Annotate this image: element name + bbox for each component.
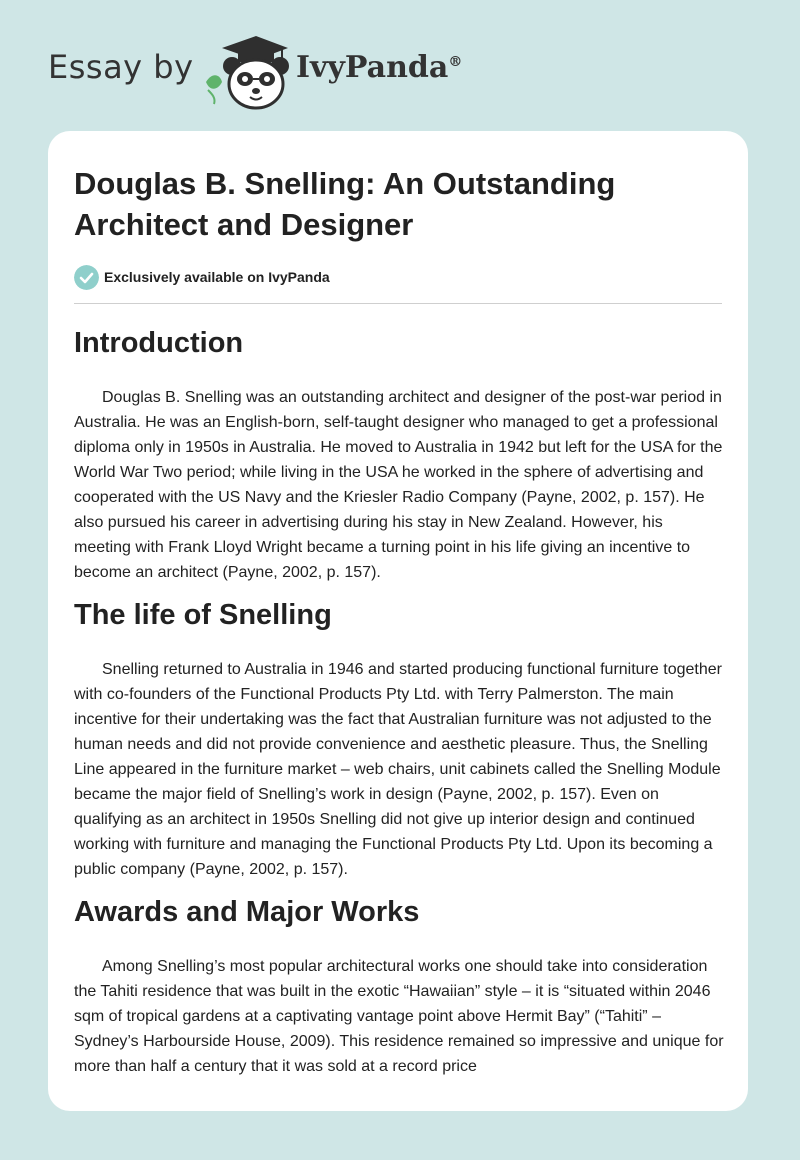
divider [74,303,722,304]
registered-mark: ® [448,54,463,70]
site-header [48,34,508,114]
check-circle-icon [74,265,99,290]
panda-graduate-icon [204,34,290,110]
brand-name[interactable] [296,50,462,85]
essay-by-label: Essay by [48,48,194,86]
brand-text: IvyPanda [296,50,449,85]
essay-content [74,321,724,1079]
section-paragraph-life: Snelling returned to Australia in 1946 and started producing functional furniture together with co-founders of the Functional Products Pty Ltd. with Terry Palmerston. The main incentive for their undertaking was the fact that Australian furniture was not adjusted to the human needs and did not provide convenience and aesthetic pleasure. Thus, the Snelling Line appeared in the furniture market – web chairs, unit cabinets called the Snelling Module became the major field of Snelling’s work in design (Payne, 2002, p. 157). Even on qualifying as an architect in 1950s Snelling did not give up interior design and continued working with furniture and managing the Functional Products Pty Ltd. Upon its becoming a public company (Payne, 2002, p. 157). [74,661,722,878]
section-paragraph-awards: Among Snelling’s most popular architectural works one should take into consideration the Tahiti residence that was built in the exotic “Hawaiian” style – it is “situated within 2046 sqm of tropical gardens at a captivating vantage point above Hermit Bay” (“Tahiti” – Sydney’s Harbourside House, 2009). This residence remained so impressive and unique for more than half a century that it was sold at a record price [74,958,724,1075]
section-heading-life: The life of Snelling [74,599,332,631]
page-title: Douglas B. Snelling: An Outstanding Architect and Designer [74,166,616,242]
section-paragraph-introduction: Douglas B. Snelling was an outstanding architect and designer of the post-war period in Australia. He was an English-born, self-taught designer who managed to get a professional diploma only in 1950s in Australia. He moved to Australia in 1942 but left for the USA for the World War Two period; while living in the USA he worked in the sphere of advertising and cooperated with the US Navy and the Kriesler Radio Company (Payne, 2002, p. 157). He also pursued his career in advertising during his stay in New Zealand. However, his meeting with Frank Lloyd Wright became a turning point in his life giving an incentive to become an architect (Payne, 2002, p. 157). [74,389,723,581]
essay-card [48,131,748,1111]
section-heading-awards: Awards and Major Works [74,896,420,928]
badge-text: Exclusively available on IvyPanda [104,269,330,285]
section-heading-introduction: Introduction [74,327,244,359]
